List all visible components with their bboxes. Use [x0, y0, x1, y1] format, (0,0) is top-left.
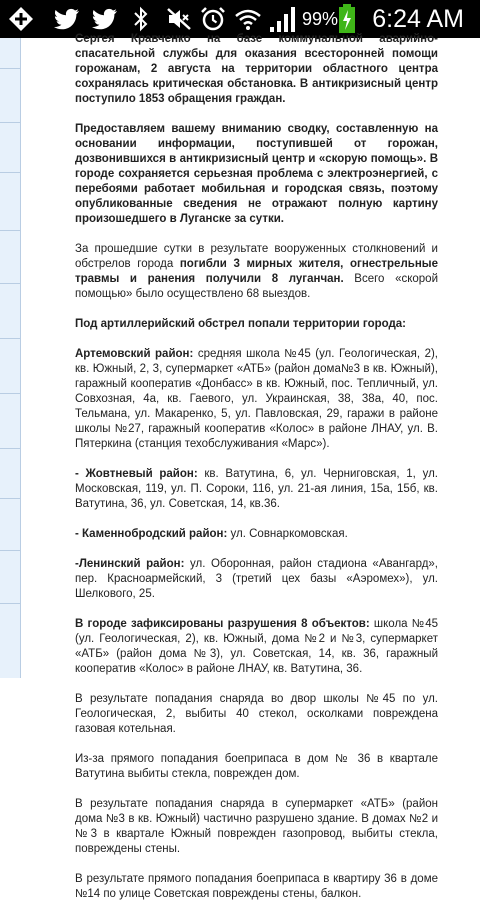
mute-icon	[164, 4, 194, 34]
battery-charging-icon	[336, 4, 358, 34]
paragraph-supermarket: В результате попадания снаряда в супермаркет «АТБ» (район дома №3 в кв. Южный) частично разрушено здание. В домах №2 и №3 в квартале Южный поврежден газопровод, выбиты стекла, повреждены стены.	[75, 798, 438, 855]
paragraph-summary: Предоставляем вашему вниманию сводку, составленную на основании информации, поступившей от горожан, дозвонившихся в антикризисный центр и «скорую помощь». В городе сохраняется серьезная проблема с электроэнергией, с перебоями работает мобильная и городская связь, поэтому опубликованные сведения не отражают полную картину произошедшего в Луганске за сутки.	[75, 123, 438, 225]
article-body	[75, 32, 438, 900]
paragraph-situation: Сергея Кравченко на базе коммунальной аварийно-спасательной службы для оказания всесторонней помощи горожанам, 2 августа на территории областного центра сохранялась критическая обстановка. В антикризисный центр поступило 1853 обращения граждан.	[75, 33, 438, 105]
alarm-icon	[198, 4, 228, 34]
clock: 6:24 AM	[372, 5, 464, 33]
paragraph-school: В результате попадания снаряда во двор школы №45 по ул. Геологическая, 2, выбиты 40 стекол, осколками повреждена газовая котельная.	[75, 693, 438, 735]
twitter-icon	[90, 4, 120, 34]
twitter-icon	[52, 4, 82, 34]
paragraph-casualties: За прошедшие сутки в результате вооруженных столкновений и обстрелов города погибли 3 мирных жителя, огнестрельные травмы и ранения получили 8 луганчан. Всего «скорой помощью» было осуществлено 68 выездов.	[75, 243, 438, 300]
battery-percent: 99%	[302, 9, 339, 29]
paragraph-leninsky: -Ленинский район: ул. Оборонная, район стадиона «Авангард», пер. Красноармейский, 3 (третий цех базы «Аэромех»), ул. Шелкового, 25.	[75, 558, 438, 600]
add-icon	[6, 4, 36, 34]
wifi-icon	[233, 4, 263, 34]
paragraph-sovetskaya: В результате прямого попадания боеприпаса в квартиру 36 в доме №14 по улице Советская повреждены стены, балкон.	[75, 873, 438, 900]
left-page-edge	[0, 38, 21, 678]
paragraph-vatutina: Из-за прямого попадания боеприпаса в дом № 36 в квартале Ватутина выбиты стекла, поврежден дом.	[75, 753, 438, 780]
bluetooth-icon	[130, 4, 152, 34]
paragraph-zhovtnevy: - Жовтневый район: кв. Ватутина, 6, ул. Черниговская, 1, ул. Московская, 119, ул. П. Сороки, 116, ул. 21-ая линия, 15а, 15б, кв. Ватутина, 36, ул. Советская, 14, кв.36.	[75, 468, 438, 510]
signal-icon	[268, 4, 300, 34]
paragraph-kamennobrodsky: - Каменнобродский район: ул. Совнаркомовская.	[75, 528, 348, 540]
paragraph-artemovsky: Артемовский район: средняя школа №45 (ул. Геологическая, 2), кв. Южный, 2, 3, супермаркет «АТБ» (район дома№3 в кв. Южный), гаражный кооператив «Донбасс» в кв. Южный, пос. Тепличный, ул. Совхозная, 4а, кв. Гаевого, ул. Украинская, 38, 38а, 40, пос. Тельмана, ул. Макаренко, 5, ул. Павловская, 29, гаражи в районе школы №27, гаражный кооператив «Колос» в районе ЛНАУ, ул. В. Пятеркина (станция техобслуживания «Марс»).	[75, 348, 438, 450]
paragraph-destruction: В городе зафиксированы разрушения 8 объектов: школа №45 (ул. Геологическая, 2), кв. Южный, дома №2 и №3, супермаркет «АТБ» (район дома №3), ул. Советская, 14, кв. 36, гаражный кооператив «Колос» в районе ЛНАУ, кв. Ватутина, 36.	[75, 618, 438, 675]
paragraph-shelling-heading: Под артиллерийский обстрел попали территории города:	[75, 318, 407, 330]
